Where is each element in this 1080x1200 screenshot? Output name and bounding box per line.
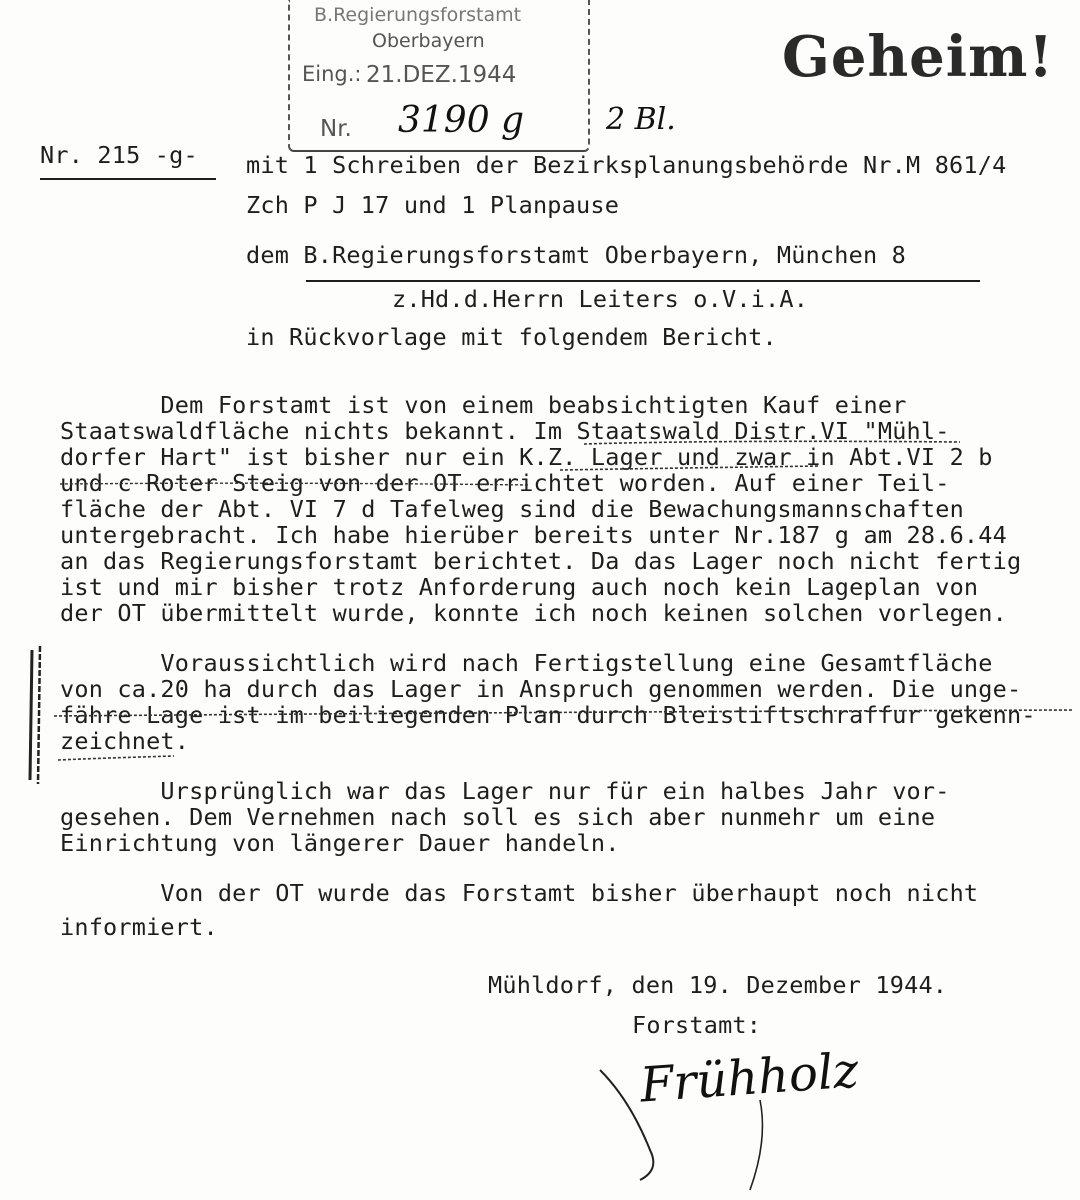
p2-line-2: von ca.20 ha durch das Lager in Anspruch genommen werden. Die unge- — [60, 675, 1022, 703]
address-line-1: mit 1 Schreiben der Bezirksplanungsbehörde Nr.M 861/4 — [246, 151, 1007, 179]
stamp-number-label: Nr. — [320, 116, 352, 142]
p1-handwritten-underline — [560, 436, 1000, 486]
stamp-region: Oberbayern — [372, 30, 485, 52]
reference-underline — [40, 178, 216, 180]
signature: Frühholz — [638, 1042, 861, 1114]
address-line-5: in Rückvorlage mit folgendem Bericht. — [246, 323, 777, 351]
p1-line-1: Dem Forstamt ist von einem beabsichtigten Kauf einer — [60, 391, 907, 419]
stamp-handwritten-note: 2 Bl. — [606, 102, 676, 137]
address-line-2: Zch P J 17 und 1 Planpause — [246, 191, 620, 219]
p4-line-2: informiert. — [60, 913, 218, 941]
p3-line-3: Einrichtung von längerer Dauer handeln. — [60, 829, 620, 857]
p1-line-4: und c Roter Steig von der OT errichtet worden. Auf einer Teil- — [60, 469, 950, 497]
p1-handwritten-underline-2 — [60, 478, 540, 490]
p1-line-2: Staatswaldfläche nichts bekannt. Im Staatswald Distr.VI "Mühl- — [60, 417, 950, 445]
stamp-office: B.Regierungsforstamt — [314, 4, 522, 26]
address-line-4: z.Hd.d.Herrn Leiters o.V.i.A. — [392, 285, 809, 313]
p1-line-8: ist und mir bisher trotz Anforderung auch noch kein Lageplan von — [60, 573, 979, 601]
stamp-date-label: Eing.: — [302, 62, 362, 86]
office-name: Forstamt: — [632, 1011, 762, 1039]
stamp-date: 21.DEZ.1944 — [366, 62, 517, 88]
p1-line-9: der OT übermittelt wurde, konnte ich noch keinen solchen vorlegen. — [60, 599, 1007, 627]
stamp-number: 3190 g — [398, 100, 525, 141]
p2-line-1: Voraussichtlich wird nach Fertigstellung eine Gesamtfläche — [60, 649, 993, 677]
p2-line-4: zeichnet. — [60, 727, 190, 755]
p1-line-6: untergebracht. Ich habe hierüber bereits unter Nr.187 g am 28.6.44 — [60, 521, 1007, 549]
p1-line-3: dorfer Hart" ist bisher nur ein K.Z. Lager und zwar in Abt.VI 2 b — [60, 443, 993, 471]
signature-flourish — [590, 1040, 850, 1200]
address-underline — [306, 280, 980, 282]
p2-margin-marking — [24, 640, 1080, 790]
p1-line-5: fläche der Abt. VI 7 d Tafelweg sind die Bewachungsmannschaften — [60, 495, 964, 523]
received-stamp — [288, 0, 590, 152]
p2-line-3: fähre Lage ist im beiliegenden Plan durch Bleistiftschraffur gekenn- — [60, 701, 1036, 729]
p3-line-2: gesehen. Dem Vernehmen nach soll es sich aber nunmehr um eine — [60, 803, 936, 831]
p1-line-7: an das Regierungsforstamt berichtet. Da das Lager noch nicht fertig — [60, 547, 1022, 575]
reference-number: Nr. 215 -g- — [40, 141, 198, 169]
address-line-3: dem B.Regierungsforstamt Oberbayern, München 8 — [246, 241, 907, 269]
p3-line-1: Ursprünglich war das Lager nur für ein halbes Jahr vor- — [60, 777, 950, 805]
place-and-date: Mühldorf, den 19. Dezember 1944. — [488, 971, 948, 999]
p4-line-1: Von der OT wurde das Forstamt bisher überhaupt noch nicht — [60, 879, 979, 907]
classification-mark: Geheim! — [782, 24, 1054, 90]
